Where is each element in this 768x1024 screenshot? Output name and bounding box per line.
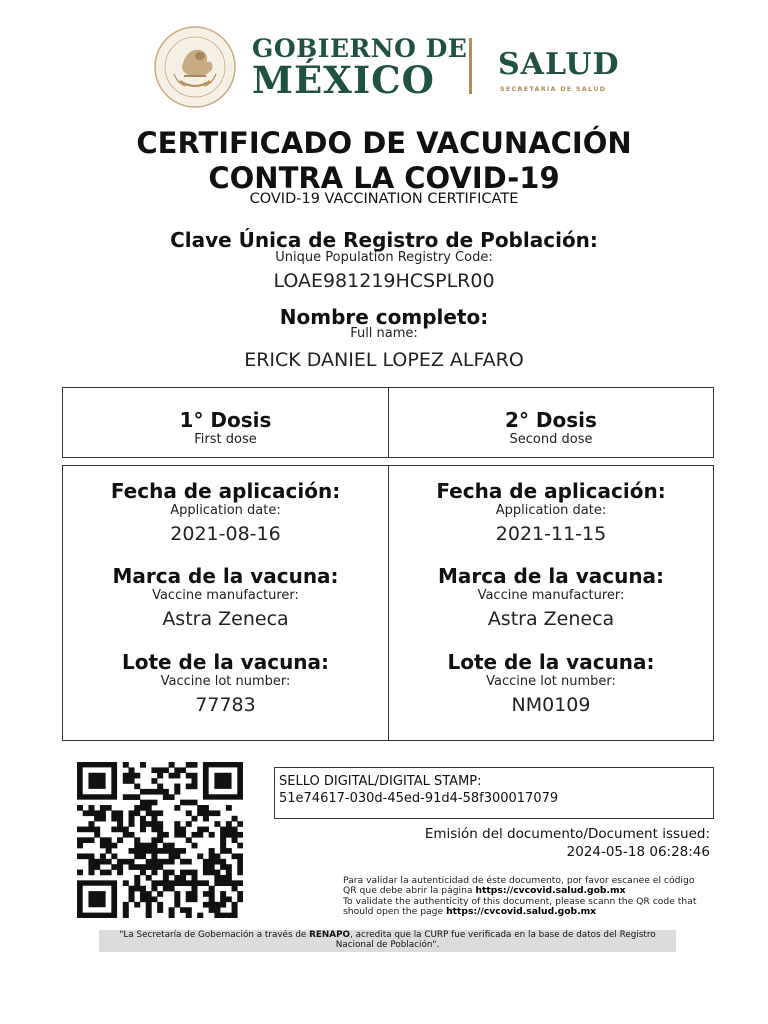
dose-1-title-en: First dose xyxy=(194,432,257,447)
header-divider xyxy=(469,38,472,94)
renapo-note-pre: "La Secretaría de Gobernación a través de xyxy=(119,930,307,940)
dose-2-date-label: Fecha de aplicación: xyxy=(436,479,666,503)
dose-2-title-en: Second dose xyxy=(509,432,593,447)
full-name-label: Nombre completo: xyxy=(279,305,489,329)
certificate-title-english: COVID-19 VACCINATION CERTIFICATE xyxy=(249,191,519,207)
digital-stamp-value: 51e74617-030d-45ed-91d4-58f300017079 xyxy=(279,791,559,806)
dose-2-header xyxy=(389,408,713,447)
dose-2-date-block xyxy=(389,479,713,545)
dose-2-brand-label: Marca de la vacuna: xyxy=(437,564,665,588)
renapo-note xyxy=(99,930,676,952)
validation-es-body: Para validar la autenticidad de éste documento, por favor escanee el código QR que debe abrir la página xyxy=(343,875,695,896)
dose-1-date-label-en: Application date: xyxy=(170,503,281,518)
digital-stamp-box xyxy=(274,767,714,819)
dose-2-date-label-en: Application date: xyxy=(495,503,607,518)
dose-1-lot-label-en: Vaccine lot number: xyxy=(160,674,291,689)
dose-details-table xyxy=(62,465,714,741)
dose-1-brand-label-en: Vaccine manufacturer: xyxy=(152,588,299,603)
dose-1-title: 1° Dosis xyxy=(179,408,272,432)
issued-label: Emisión del documento/Document issued: xyxy=(424,826,710,842)
dose-2-title: 2° Dosis xyxy=(505,408,597,432)
full-name-value: ERICK DANIEL LOPEZ ALFARO xyxy=(244,349,524,371)
renapo-note-bold: RENAPO xyxy=(309,930,351,940)
dose-2-brand-block xyxy=(389,564,713,630)
mexico-text: MÉXICO xyxy=(252,58,435,102)
dose-1-date-block xyxy=(63,479,388,545)
dose-2-date-value: 2021-11-15 xyxy=(495,523,607,545)
validation-en-link[interactable]: https://cvcovid.salud.gob.mx xyxy=(446,906,597,917)
dose-2-lot-label-en: Vaccine lot number: xyxy=(486,674,616,689)
dose-1-brand-label: Marca de la vacuna: xyxy=(112,564,339,588)
certificate-title-line1: CERTIFICADO DE VACUNACIÓN xyxy=(136,126,632,160)
certificate-title-line2: CONTRA LA COVID-19 xyxy=(208,161,560,195)
salud-text: SALUD xyxy=(498,47,620,82)
validation-text-es xyxy=(343,876,703,896)
dose-2-brand-value: Astra Zeneca xyxy=(487,608,615,630)
dose-1-lot-label: Lote de la vacuna: xyxy=(121,650,330,674)
secretaria-salud-text: SECRETARÍA DE SALUD xyxy=(500,85,607,93)
mexican-coat-of-arms-icon xyxy=(152,26,238,108)
validation-en-body: To validate the authenticity of this document, please scann the QR code that should open the page xyxy=(343,896,697,917)
dose-1-date-label: Fecha de aplicación: xyxy=(110,479,341,503)
dose-header-table xyxy=(62,387,714,458)
qr-code-icon[interactable] xyxy=(77,762,243,918)
dose-1-lot-block xyxy=(63,650,388,716)
dose-1-brand-block xyxy=(63,564,388,630)
dose-2-lot-value: NM0109 xyxy=(511,694,591,716)
dose-1-brand-value: Astra Zeneca xyxy=(162,608,289,630)
validation-es-link[interactable]: https://cvcovid.salud.gob.mx xyxy=(475,885,626,896)
issued-value: 2024-05-18 06:28:46 xyxy=(566,844,710,860)
dose-1-date-value: 2021-08-16 xyxy=(170,523,281,545)
gobierno-de-text: GOBIERNO DE xyxy=(252,34,468,63)
digital-stamp-label: SELLO DIGITAL/DIGITAL STAMP: xyxy=(279,774,482,789)
dose-2-lot-block xyxy=(389,650,713,716)
validation-text-en xyxy=(343,897,703,917)
curp-label-en: Unique Population Registry Code: xyxy=(275,250,493,265)
renapo-note-post: , acredita que la CURP fue verificada en la base de datos del Registro Nacional de Población". xyxy=(335,930,656,950)
dose-2-lot-label: Lote de la vacuna: xyxy=(447,650,655,674)
dose-2-brand-label-en: Vaccine manufacturer: xyxy=(477,588,625,603)
full-name-label-en: Full name: xyxy=(350,326,418,341)
dose-1-header xyxy=(63,408,388,447)
curp-label: Clave Única de Registro de Población: xyxy=(170,228,598,252)
curp-value: LOAE981219HCSPLR00 xyxy=(273,270,495,292)
dose-1-lot-value: 77783 xyxy=(195,694,256,716)
